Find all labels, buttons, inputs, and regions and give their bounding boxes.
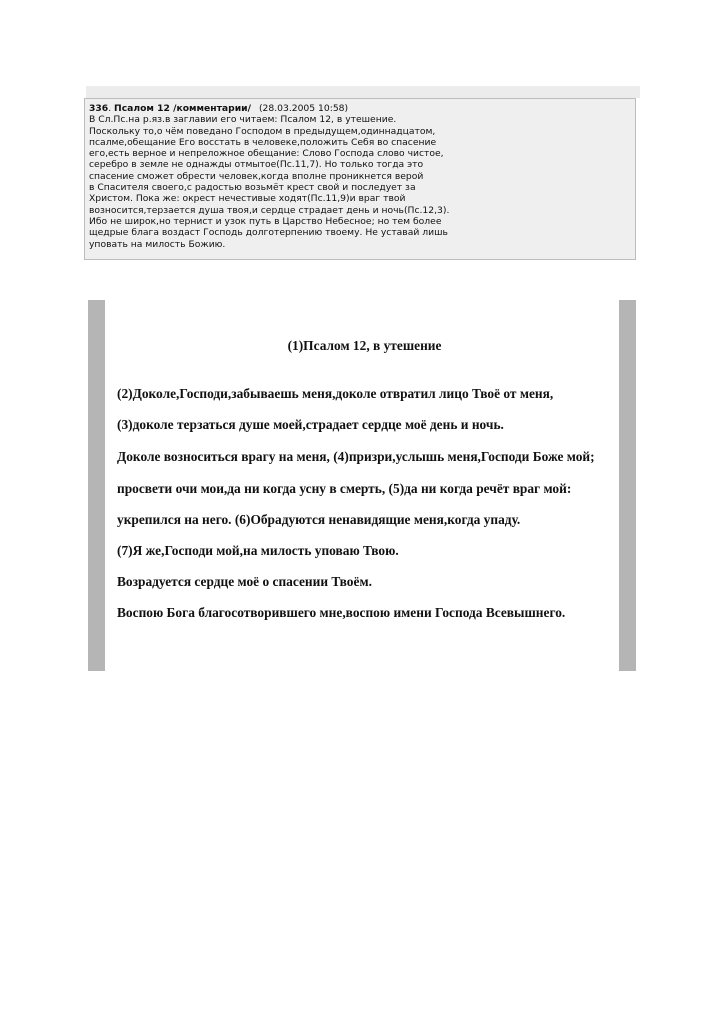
comment-line: В Сл.Пс.на р.яз.в заглавии его читаем: Псалом 12, в утешение.	[89, 114, 397, 126]
comment-line: псалме,обещание Его восстать в человеке,положить Себя во спасение	[89, 136, 437, 148]
comment-line: Ибо не широк,но тернист и узок путь в Царство Небесное; но тем более	[89, 215, 442, 227]
comment-number-separator: .	[108, 103, 112, 114]
psalm-verse-line: просвети очи мои,да ни когда усну в смерть, (5)да ни когда речёт враг мой:	[117, 481, 572, 496]
psalm-left-bar	[88, 300, 105, 671]
comment-line: его,есть верное и непреложное обещание: Слово Господа слово чистое,	[89, 148, 444, 160]
psalm-verse-line: укрепился на него. (6)Обрадуются ненавидящие меня,когда упаду.	[117, 512, 521, 527]
comment-line: щедрые блага воздаст Господь долготерпению твоему. Не уставай лишь	[89, 227, 448, 239]
comment-header	[89, 103, 631, 114]
psalm-verse-line: (3)доколе терзаться душе моей,страдает сердце моё день и ночь.	[117, 417, 504, 432]
psalm-right-bar	[619, 300, 636, 671]
psalm-verse-line: Доколе возноситься врагу на меня, (4)призри,услышь меня,Господи Боже мой;	[117, 449, 595, 464]
comment-line: в Спасителя своего,с радостью возьмёт крест свой и последует за	[89, 182, 416, 194]
comment-line: уповать на милость Божию.	[89, 238, 226, 250]
psalm-block	[88, 300, 636, 671]
psalm-verse-line: Воспою Бога благосотворившего мне,воспою имени Господа Всевышнего.	[117, 605, 566, 620]
psalm-verse-line: (7)Я же,Господи мой,на милость уповаю Твою.	[117, 543, 399, 558]
psalm-title: (1)Псалом 12, в утешение	[287, 338, 442, 353]
comment-top-strip	[86, 86, 640, 98]
comment-line: серебро в земле не однажды отмытое(Пс.11,7). Но только тогда это	[89, 159, 424, 171]
comment-line: Христом. Пока же: окрест нечестивые ходят(Пс.11,9)и враг твой	[89, 193, 406, 205]
comment-title: Псалом 12 /комментарии/	[114, 103, 251, 114]
comment-line: Поскольку то,о чём поведано Господом в предыдущем,одиннадцатом,	[89, 125, 436, 137]
comment-line: возносится,терзается душа твоя,и сердце страдает день и ночь(Пс.12,3).	[89, 204, 450, 216]
comment-number: 336	[89, 103, 109, 114]
psalm-verse-line: Возрадуется сердце моё о спасении Твоём.	[117, 574, 372, 589]
comment-date: (28.03.2005 10:58)	[258, 103, 349, 114]
psalm-verse-line: (2)Доколе,Господи,забываешь меня,доколе отвратил лицо Твоё от меня,	[117, 386, 554, 401]
comment-line: спасение сможет обрести человек,когда вполне проникнется верой	[89, 170, 424, 182]
comment-box	[84, 98, 636, 260]
